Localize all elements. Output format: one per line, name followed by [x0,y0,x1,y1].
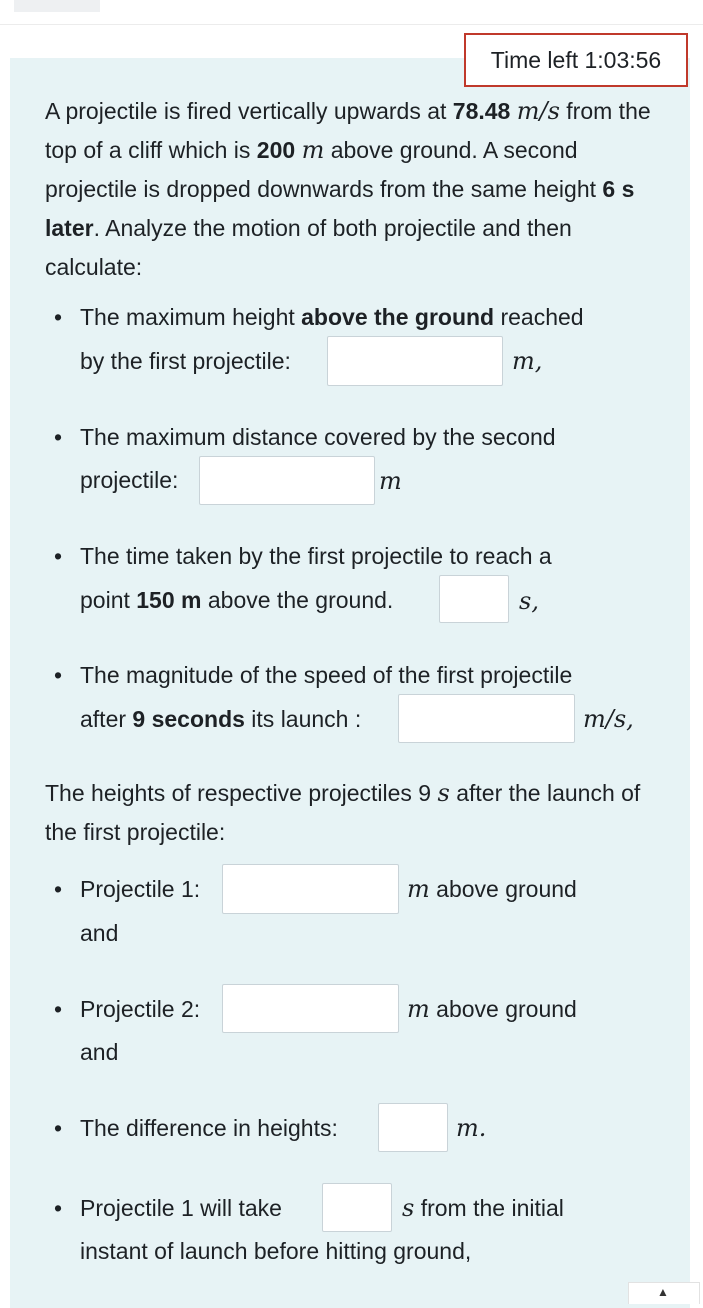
projectile2-unit: m above ground [407,995,577,1023]
bullet-q4: • [54,662,63,688]
top-tab-stub [14,0,100,12]
bullet-q3: • [54,543,63,569]
q1-text-line2: by the first projectile: [80,348,291,374]
bullet-p2: • [54,996,63,1022]
bullet-diff: • [54,1115,63,1141]
difference-unit: m. [456,1114,487,1142]
projectile1-label: Projectile 1: [80,876,201,902]
q4-text-line1: The magnitude of the speed of the first projectile [80,662,573,688]
bullet-q2: • [54,424,63,450]
projectile2-height-input[interactable] [222,984,399,1033]
time-left-badge: Time left 1:03:56 [464,33,688,87]
question-intro: A projectile is fired vertically upwards at 78.48 m/s from the top of a cliff which is 200 m above ground. A second projectile is dropped downwards from the same height 6 s later. Analyze the motion of both projectile and then calculate: [45,97,651,280]
bullet-time: • [54,1195,63,1221]
scroll-to-top-button[interactable] [628,1282,700,1304]
q3-unit: s, [519,587,539,615]
q4-text-line2: after 9 seconds its launch : [80,706,362,732]
time-unit: s from the initial [402,1194,564,1222]
q3-text-line1: The time taken by the first projectile to reach a [80,543,552,569]
q2-text-line2: projectile: [80,467,179,493]
time-label-line2: instant of launch before hitting ground, [80,1238,472,1264]
projectile1-height-input[interactable] [222,864,399,914]
speed-9s-input[interactable] [398,694,575,743]
q1-unit: m, [512,347,543,375]
projectile2-label: Projectile 2: [80,996,201,1022]
heights-intro: The heights of respective projectiles 9 s after the launch of the first projectile: [45,779,641,845]
q2-unit: m [379,467,402,495]
chevron-up-icon: ▲ [657,1285,669,1299]
top-bar [0,0,703,25]
difference-label: The difference in heights: [80,1115,338,1141]
projectile2-and: and [80,1039,119,1065]
height-difference-input[interactable] [378,1103,448,1152]
time-to-ground-input[interactable] [322,1183,392,1232]
time-label: Projectile 1 will take [80,1195,282,1221]
projectile1-unit: m above ground [407,875,577,903]
time-150m-input[interactable] [439,575,509,623]
q2-text-line1: The maximum distance covered by the second [80,424,556,450]
bullet-q1: • [54,304,63,330]
bullet-p1: • [54,876,63,902]
projectile1-and: and [80,920,119,946]
q4-unit: m/s, [583,705,634,733]
q1-text-line1: The maximum height above the ground reached [80,304,584,330]
max-height-input[interactable] [327,336,503,386]
q3-text-line2: point 150 m above the ground. [80,587,394,613]
max-distance-input[interactable] [199,456,375,505]
